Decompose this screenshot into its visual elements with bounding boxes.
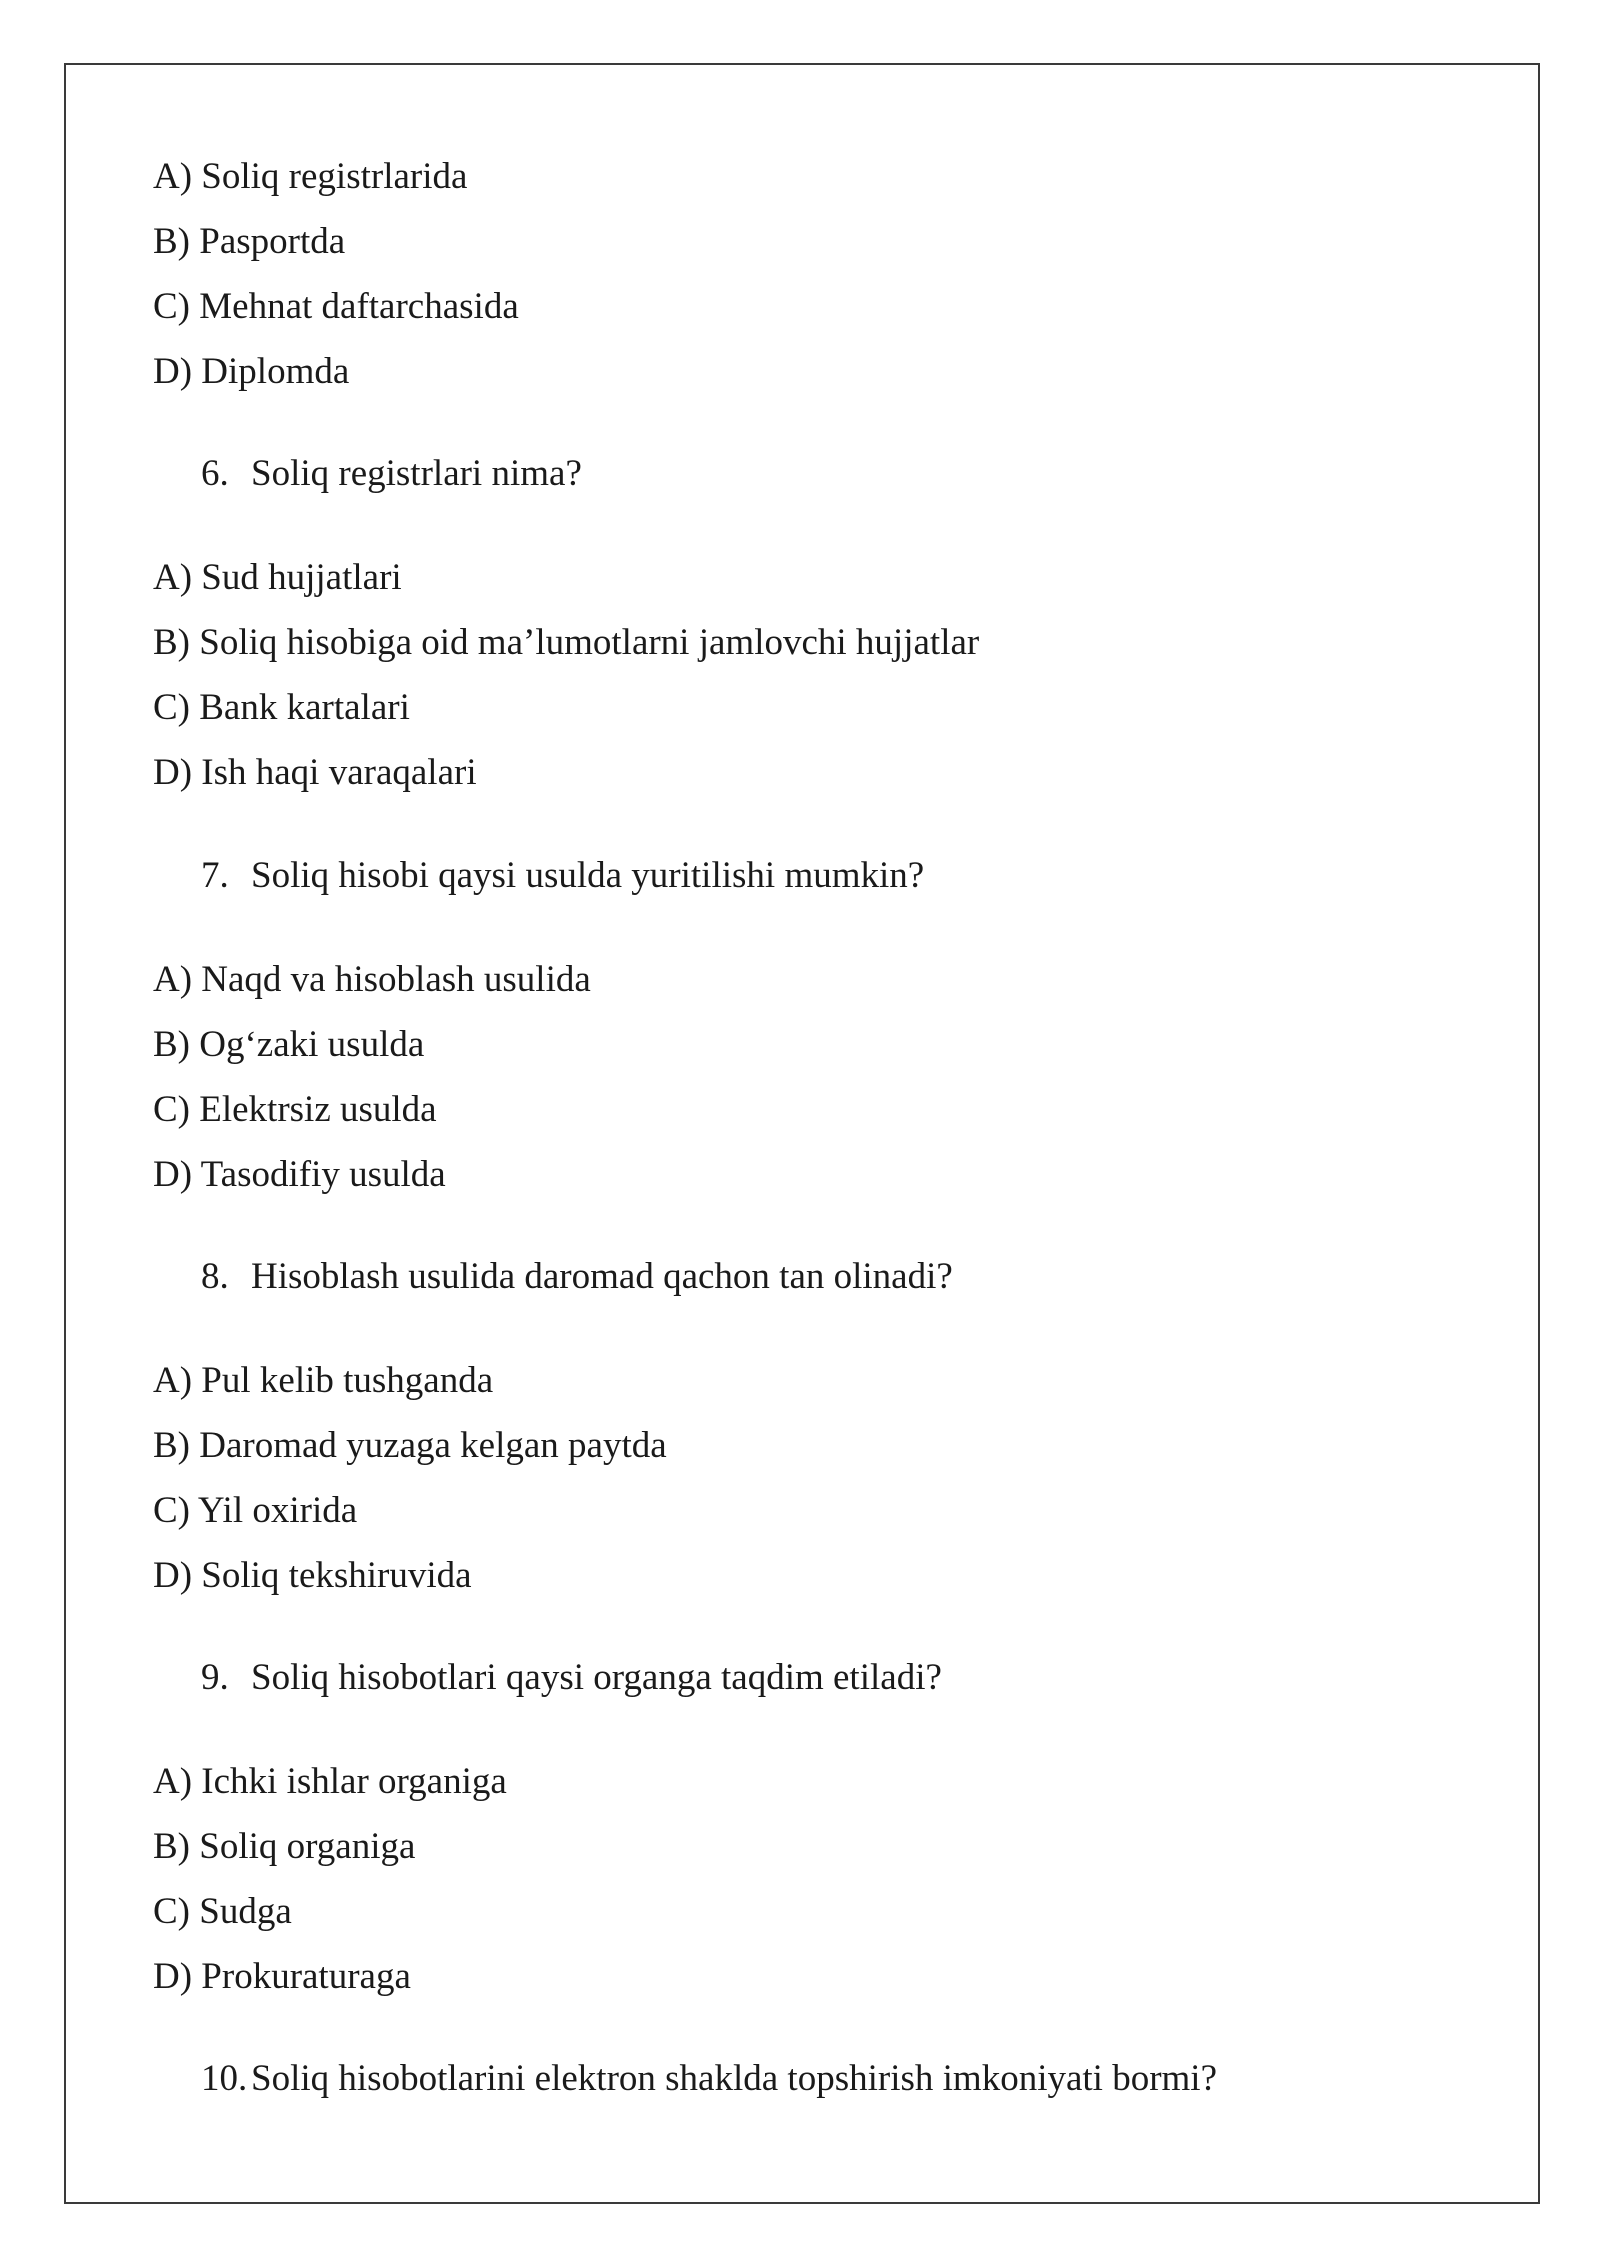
question-10 <box>201 2060 1217 2097</box>
question-text: Soliq registrlari nima? <box>251 453 582 494</box>
q6-option-c: C) Bank kartalari <box>153 687 410 728</box>
question-9 <box>201 1659 942 1696</box>
question-text: Hisoblash usulida daromad qachon tan olinadi? <box>251 1256 953 1297</box>
q5-option-a: A) Soliq registrlarida <box>153 156 468 197</box>
question-number: 7. <box>201 855 229 896</box>
q5-option-b: B) Pasportda <box>153 221 346 262</box>
q8-option-c: C) Yil oxirida <box>153 1490 358 1531</box>
question-text: Soliq hisobotlari qaysi organga taqdim etiladi? <box>251 1657 942 1698</box>
question-number: 9. <box>201 1657 229 1698</box>
q9-option-c: C) Sudga <box>153 1891 292 1932</box>
q7-option-b: B) Og‘zaki usulda <box>153 1024 425 1065</box>
q6-option-a: A) Sud hujjatlari <box>153 557 402 598</box>
q8-option-d: D) Soliq tekshiruvida <box>153 1555 472 1596</box>
question-number: 10. <box>201 2058 248 2099</box>
q7-option-a: A) Naqd va hisoblash usulida <box>153 959 591 1000</box>
q9-option-a: A) Ichki ishlar organiga <box>153 1761 507 1802</box>
question-6 <box>201 455 582 492</box>
q5-option-c: C) Mehnat daftarchasida <box>153 286 519 327</box>
question-text: Soliq hisobotlarini elektron shaklda topshirish imkoniyati bormi? <box>251 2058 1218 2099</box>
q6-option-b: B) Soliq hisobiga oid ma’lumotlarni jamlovchi hujjatlar <box>153 622 980 663</box>
question-7 <box>201 857 924 894</box>
q9-option-d: D) Prokuraturaga <box>153 1956 411 1997</box>
q7-option-c: C) Elektrsiz usulda <box>153 1089 437 1130</box>
q8-option-b: B) Daromad yuzaga kelgan paytda <box>153 1425 667 1466</box>
question-number: 8. <box>201 1256 229 1297</box>
q9-option-b: B) Soliq organiga <box>153 1826 416 1867</box>
q8-option-a: A) Pul kelib tushganda <box>153 1360 494 1401</box>
q6-option-d: D) Ish haqi varaqalari <box>153 752 477 793</box>
question-number: 6. <box>201 453 229 494</box>
question-text: Soliq hisobi qaysi usulda yuritilishi mumkin? <box>251 855 925 896</box>
q5-option-d: D) Diplomda <box>153 351 350 392</box>
q7-option-d: D) Tasodifiy usulda <box>153 1154 446 1195</box>
question-8 <box>201 1258 953 1295</box>
